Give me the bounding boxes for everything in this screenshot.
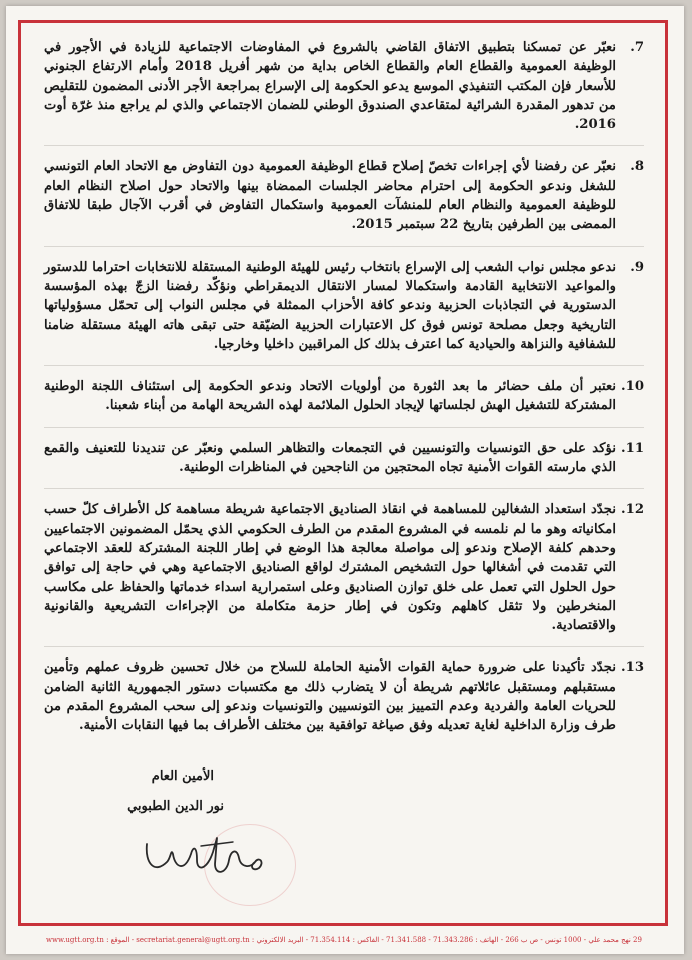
item-text: ندعو مجلس نواب الشعب إلى الإسراع بانتخاب رئيس للهيئة الوطنية المستقلة للانتخابات احتراما للدستور والمواعيد الانتخابية القادمة واستكمالا لمسار الانتقال الديمقراطي ونؤكّد رفضنا الزجّ بهذه المؤسسة الدستورية في التجاذبات الحزبية وندعو كافة الأحزاب الممثلة في مجلس النواب إلى تحمّل مسؤولياتها التاريخية وجعل مصلحة تونس فوق كل الاعتبارات الحزبية الضيّقة حتى تبقى هاته الهيئة مستقلة ضامنا للشفافية والنزاهة والحيادية كما اعترف بذلك كل المراقبين داخليا وخارجيا. [44,259,616,352]
item-number: 11. [621,440,644,456]
signatory-name: نور الدين الطبوبي [127,799,224,814]
statement-item-10 [44,377,644,428]
item-text: نؤكد على حق التونسيات والتونسيين في التجمعات والتظاهر السلمي ونعبّر عن تنديدنا للتعنيف والقمع الذي مارسته القوات الأمنية تجاه المحتجين من الناجحين في المناظرات الوطنية. [44,440,616,476]
handwritten-signature [141,824,271,886]
item-number: 12. [621,502,644,518]
item-number: 10. [621,379,644,395]
statement-item-11 [44,439,644,490]
statement-item-8 [44,157,644,246]
letterhead-footer: 29 نهج محمد علي - 1000 تونس - ص ب 266 - الهاتف : 71.343.286 - 71.341.588 - الفاكس : 71.354.114 - البريد الالكتروني : secretariat.general@ugtt.org.tn - الموقع : www.ugtt.org.tn [46,936,642,944]
signatory-title: الأمين العام [151,769,214,784]
statement-item-12 [44,500,644,647]
item-number: 13. [621,660,644,676]
item-text: نجدّد استعداد الشغالين للمساهمة في انقاذ الصناديق الاجتماعية شريطة مساهمة كل الأطراف كلّ حسب امكانياته وهو ما لم نلمسه في المشروع المقدم من الطرف الحكومي الذي يحمّل المضمونين الاجتماعيين وحدهم كلفة الإصلاح وندعو إلى مواصلة معالجة هذا الوضع في إطار اللجنة المشتركة للعقد الاجتماعي التي تقدمت في أشغالها حول التشخيص المشترك لواقع الصناديق الاجتماعية وهي في حاجة إلى توافق حول الحلول التي تعمل على خلق توازن الصناديق وعلى استمرارية اسداء خدماتها والحفاظ على مكاسب المنخرطين ولا تثقل كاهلهم وتكون في إطار حزمة متكاملة من الإجراءات التشريعية والقانونية والاقتصادية. [44,502,616,634]
item-text: نجدّد تأكيدنا على ضرورة حماية القوات الأمنية الحاملة للسلاح من خلال تحسين ظروف عملهم وتأمين مستقبلهم ومستقبل عائلاتهم شريطة أن لا يتضارب ذلك مع مكتسبات دستور الجمهورية الثانية الضامن للحريات العامة والفردية وعدم التمييز بين التونسيين والتونسيات وندعو إلى سحب المشروع المقدم من طرف وزارة الداخلية لغاية تعديله وفق صياغة توافقية بين مختلف الأطراف بما فيها النقابات الأمنية. [44,660,616,734]
statement-item-13 [44,658,644,735]
item-text: نعبّر عن تمسكنا بتطبيق الاتفاق القاضي بالشروع في المفاوضات الاجتماعية للزيادة في الأجور في الوظيفة العمومية والقطاع العام والقطاع الخاص بداية من شهر أفريل 2018 وأمام الارتفاع الجنوني للأسعار فإن المكتب التنفيذي الموسع يدعو الحكومة إلى الإسراع بمراجعة الأجر الأدنى المضمون للتقليص من تدهور المقدرة الشرائية لمتقاعدي الصندوق الوطني للضمان الاجتماعي والذي لم يراجع منذ غرّة أوت 2016. [44,40,617,133]
item-text: نعبّر عن رفضنا لأي إجراءات تخصّ إصلاح قطاع الوظيفة العمومية دون التفاوض مع الاتحاد العام التونسي للشغل وندعو الحكومة إلى احترام محاضر الجلسات الممضاة بينها والاتحاد حول اصلاح النظام العام للوظيفة العمومية والنظام العام للمنشآت العمومية واستكمال التفاوض في أقرب الآجال طبقا للاتفاق الممضى بين الطرفين بتاريخ 22 سبتمبر 2015. [44,159,616,233]
statement-item-9 [44,258,644,366]
statement-body [44,38,644,747]
item-text: نعتبر أن ملف حضائر ما بعد الثورة من أولويات الاتحاد وندعو الحكومة إلى استئناف اللجنة الوطنية المشتركة للتشغيل الهش لجلساتها لإيجاد الحلول الملائمة لهذه الشريحة الهامة من أبناء شعبنا. [44,379,616,414]
item-number: 8. [630,159,644,175]
item-number: 7. [630,40,644,55]
statement-item-7 [44,38,644,146]
item-number: 9. [630,259,644,275]
document-page [6,6,684,954]
